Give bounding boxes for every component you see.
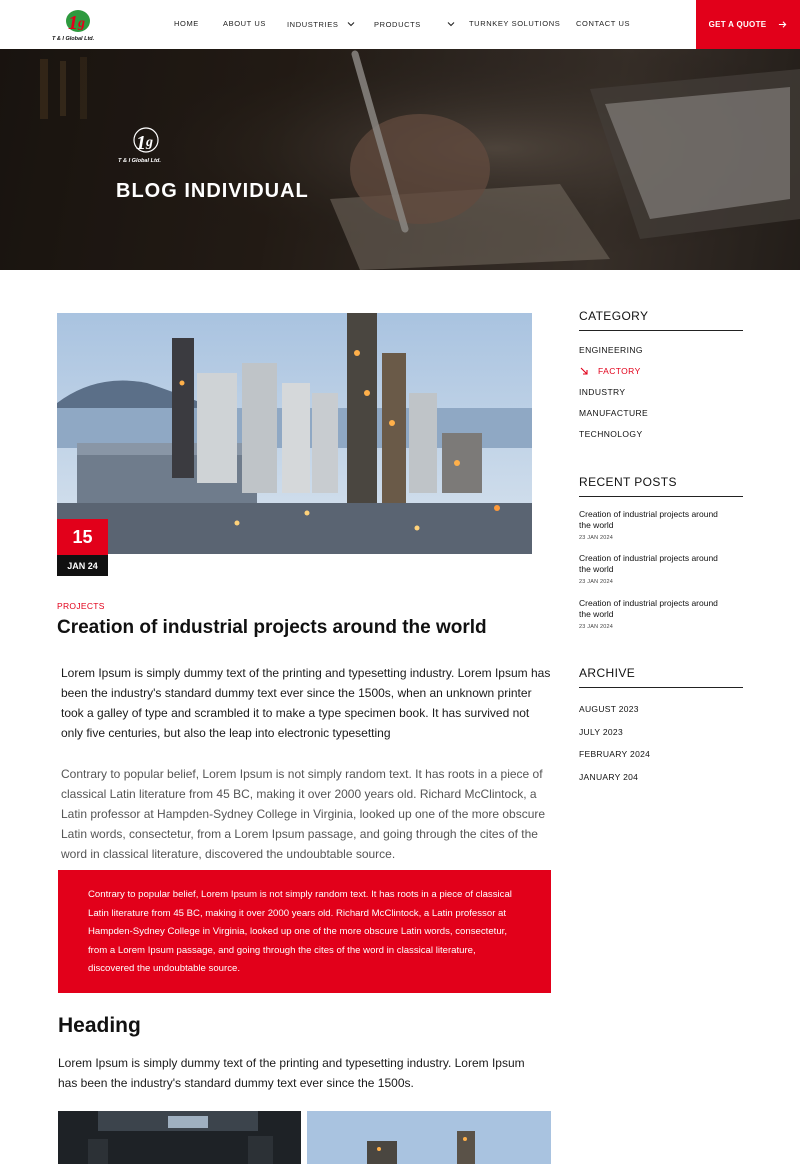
svg-text:g: g bbox=[146, 135, 153, 150]
recent-posts-heading: RECENT POSTS bbox=[579, 475, 743, 497]
archive-item[interactable]: JULY 2023 bbox=[579, 727, 623, 737]
highlight-quote: Contrary to popular belief, Lorem Ipsum is not simply random text. It has roots in a piece of classical Latin literature from 45 BC, making it over 2000 years old. Richard McClintock, a Latin professor at Hampden-Sydney College in Virginia, looked up one of the more obscure Latin words, consectetur, from a Lorem Ipsum passage, and going through the cites of the word in classical literature, discovered the undoubtable source. bbox=[58, 870, 551, 993]
archive-heading: ARCHIVE bbox=[579, 666, 743, 688]
recent-post-link[interactable]: Creation of industrial projects around the world bbox=[579, 509, 718, 530]
category-heading: CATEGORY bbox=[579, 309, 743, 331]
post-date-badge bbox=[57, 519, 108, 576]
svg-text:1: 1 bbox=[136, 132, 146, 154]
nav-products-label: PRODUCTS bbox=[374, 19, 421, 29]
recent-post-date: 23 JAN 2024 bbox=[579, 535, 613, 541]
category-item-engineering[interactable] bbox=[579, 345, 643, 355]
page-title: BLOG INDIVIDUAL bbox=[116, 180, 309, 202]
nav-contact[interactable] bbox=[576, 19, 630, 28]
svg-text:g: g bbox=[78, 16, 85, 31]
get-a-quote-button[interactable] bbox=[696, 0, 800, 49]
archive-item[interactable]: JANUARY 204 bbox=[579, 772, 639, 782]
post-title: Creation of industrial projects around the world bbox=[57, 617, 487, 638]
category-label: INDUSTRY bbox=[579, 387, 626, 397]
nav-industries[interactable] bbox=[287, 19, 356, 29]
hero-banner bbox=[0, 49, 800, 270]
category-item-manufacture[interactable] bbox=[579, 408, 648, 418]
post-category[interactable]: PROJECTS bbox=[57, 601, 105, 611]
nav-home-label: HOME bbox=[174, 19, 199, 28]
section-lead-paragraph: Lorem Ipsum is simply dummy text of the printing and typesetting industry. Lorem Ipsum has been the industry's standard dummy text ever since the 1500s. bbox=[58, 1056, 525, 1090]
featured-image bbox=[57, 313, 532, 554]
category-label: TECHNOLOGY bbox=[579, 429, 643, 439]
gallery-image-1 bbox=[58, 1111, 301, 1164]
site-header bbox=[0, 0, 800, 49]
nav-about-label: ABOUT US bbox=[223, 19, 267, 28]
category-label: FACTORY bbox=[598, 366, 641, 376]
chevron-down-icon bbox=[446, 19, 456, 29]
category-item-factory[interactable] bbox=[579, 366, 641, 376]
recent-post-date: 23 JAN 2024 bbox=[579, 579, 613, 585]
archive-item[interactable]: FEBRUARY 2024 bbox=[579, 749, 651, 759]
recent-post-link[interactable]: Creation of industrial projects around the world bbox=[579, 553, 718, 574]
recent-post-date: 23 JAN 2024 bbox=[579, 624, 613, 630]
category-item-technology[interactable] bbox=[579, 429, 643, 439]
nav-home[interactable] bbox=[174, 19, 199, 28]
category-label: ENGINEERING bbox=[579, 345, 643, 355]
post-date-day: 15 bbox=[57, 519, 108, 555]
section-heading: Heading bbox=[58, 1014, 141, 1037]
brand-logo[interactable] bbox=[50, 7, 106, 43]
svg-text:T & I Global Ltd.: T & I Global Ltd. bbox=[52, 36, 95, 42]
svg-text:T & I Global Ltd.: T & I Global Ltd. bbox=[118, 158, 161, 164]
nav-products[interactable] bbox=[374, 19, 456, 29]
gallery-image-2 bbox=[307, 1111, 551, 1164]
archive-item[interactable]: AUGUST 2023 bbox=[579, 704, 639, 714]
recent-post-link[interactable]: Creation of industrial projects around the world bbox=[579, 598, 718, 619]
arrow-down-right-icon bbox=[579, 366, 589, 376]
nav-industries-label: INDUSTRIES bbox=[287, 19, 339, 29]
nav-about[interactable] bbox=[223, 19, 266, 28]
category-label: MANUFACTURE bbox=[579, 408, 649, 418]
arrow-right-icon bbox=[778, 20, 787, 29]
chevron-down-icon bbox=[346, 19, 356, 29]
post-date-month: JAN 24 bbox=[57, 555, 108, 576]
hero-brand-logo bbox=[116, 125, 174, 165]
post-body-paragraph: Contrary to popular belief, Lorem Ipsum is not simply random text. It has roots in a piece of classical Latin literature from 45 BC, making it over 2000 years old. Richard McClintock, a Latin professor at Hampden-Sydney College in Virginia, looked up one of the more obscure Latin words, consectetur, from a Lorem Ipsum passage, and going through the cites of the word in classical literature, discovered the undoubtable source. bbox=[61, 767, 546, 861]
category-item-industry[interactable] bbox=[579, 387, 626, 397]
svg-text:1: 1 bbox=[68, 12, 78, 34]
get-a-quote-label: GET A QUOTE bbox=[708, 20, 767, 29]
nav-turnkey[interactable] bbox=[469, 19, 560, 28]
nav-contact-label: CONTACT US bbox=[576, 19, 631, 28]
post-lead-paragraph: Lorem Ipsum is simply dummy text of the printing and typesetting industry. Lorem Ipsum has been the industry's standard dummy text ever since the 1500s, when an unknown printer took a galley of type and scrambled it to make a type specimen book. It has survived not only five centuries, but also the leap into electronic typesetting bbox=[61, 666, 551, 740]
nav-turnkey-label: TURNKEY SOLUTIONS bbox=[469, 19, 561, 28]
